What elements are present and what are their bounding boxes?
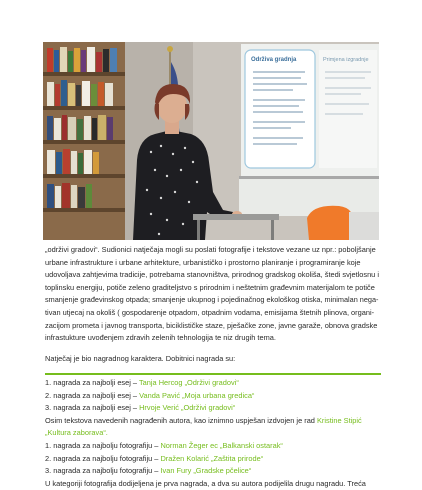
list-item	[45, 377, 381, 390]
section-divider	[45, 373, 381, 375]
award-prefix: 2. nagrada za najbolju fotografiju –	[45, 453, 161, 463]
special-mention-text: Osim tekstova navedenih nagrađenih autora, kao iznimno uspješan izdvojen je rad	[45, 415, 317, 425]
award-prefix: 3. nagrada za najbolju fotografiju –	[45, 466, 161, 476]
article-photo	[43, 42, 379, 240]
intro-line: infrastukture uvođenjem zdravih zelenih tehnologija te niz drugih tema.	[45, 333, 276, 343]
special-mention-author: Kristine Stipić	[316, 415, 362, 425]
intro-paragraph	[45, 244, 381, 345]
award-intro: Natječaj je bio nagradnog karaktera. Dobitnici nagrada su:	[45, 354, 236, 363]
award-winner: Ivan Fury „Gradske pčelice“	[160, 466, 252, 476]
award-prefix: 1. nagrada za najbolji esej –	[45, 378, 139, 387]
award-winner: Vanda Pavić „Moja urbana gredica“	[139, 390, 255, 400]
essay-awards-list	[45, 377, 381, 490]
intro-line: toplinsku energiju, potiče zeleno graditeljstvo s prirodnim i neštetnim građevnim materijalom te potiče	[45, 282, 375, 292]
intro-line: tivan utjecaj na okoliš ( gospodarenje otpadom, otpadnim vodama, emisijama štetnih plinova, organi-	[45, 307, 375, 317]
list-item	[45, 402, 381, 415]
intro-line: „održivi gradovi“. Sudionici natječaja mogli su poslati fotografije i tekstove vezane uz npr.: poboljšanje	[45, 245, 376, 254]
award-winner: Norman Žeger ec „Balkanski ostarak“	[160, 440, 283, 450]
award-prefix: 1. nagrada za najbolju fotografiju –	[45, 440, 161, 450]
intro-line: udovoljava zahtjevima tradicije, potrebama stanovništva, prirodnog gradskog okoliša, štedi svjetlosnu i	[45, 270, 379, 280]
list-item	[45, 440, 381, 453]
award-winner: Tanja Hercog „Održivi gradovi“	[138, 378, 239, 387]
slide-title-right: Primjena izgradnje	[323, 57, 369, 63]
slide-title-left: Održiva gradnja	[251, 57, 297, 63]
award-winner: Dražen Kolarić „Zaštita prirode“	[160, 453, 264, 463]
closing-line: U kategoriji fotografija dodijeljena je prva nagrada, a dva su autora podijelila drugu nagradu. Treća	[45, 478, 366, 488]
intro-line: smanjenje građevinskog otpada; smanjenje ukupnog i pojedinačnog ekološkog otiska, minimalan nega-	[45, 295, 379, 305]
list-item	[45, 390, 381, 403]
special-mention-title: „Kultura zaborava“.	[45, 428, 108, 438]
award-prefix: 2. nagrada za najbolji esej –	[45, 390, 140, 400]
list-item	[45, 453, 381, 466]
intro-line: zacijom prometa i javnog transporta, biciklističke staze, pješačke zone, javne garaže, obnova gradske	[45, 320, 378, 330]
intro-line: urbane infrastrukture i urbane arhitekture, urbanističko i prostorno planiranje i programiranje koje	[45, 257, 361, 267]
award-winner: Hrvoje Verić „Održivi gradovi“	[139, 403, 236, 413]
award-prefix: 3. nagrada za najbolji esej –	[45, 403, 140, 413]
special-mention-title-line	[45, 427, 381, 440]
special-mention	[45, 415, 381, 428]
list-item	[45, 465, 381, 478]
